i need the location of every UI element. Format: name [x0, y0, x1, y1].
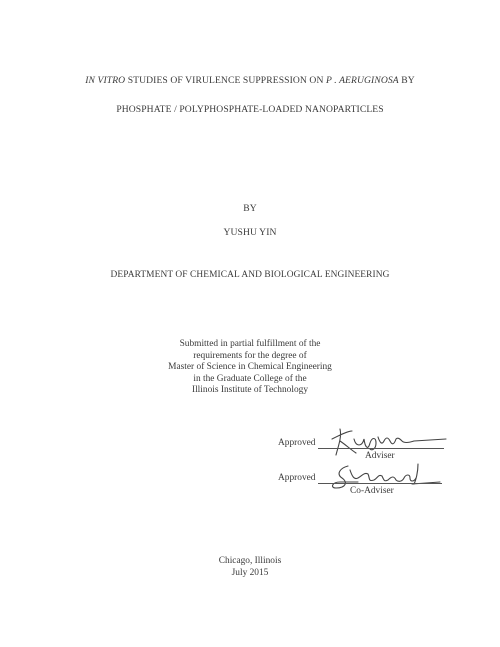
submission-line: Illinois Institute of Technology [191, 385, 309, 395]
co-adviser-signature-line [318, 483, 442, 484]
submission-date: July 2015 [231, 568, 269, 578]
co-adviser-role-label: Co-Adviser [350, 486, 394, 496]
submission-line: requirements for the degree of [193, 350, 307, 361]
adviser-signature-line [318, 448, 444, 449]
title-species: P . AERUGINOSA [325, 75, 399, 86]
submission-line: Submitted in partial fulfillment of the [179, 339, 321, 349]
department-name: DEPARTMENT OF CHEMICAL AND BIOLOGICAL ENGINEERING [110, 270, 390, 280]
submission-line: in the Graduate College of the [193, 373, 307, 384]
title-middle: STUDIES OF VIRULENCE SUPPRESSION ON [125, 75, 326, 86]
submission-line: Master of Science in Chemical Engineering [168, 362, 332, 372]
author-name: YUSHU YIN [223, 227, 277, 238]
submission-statement [0, 339, 500, 397]
approved-label: Approved [278, 473, 316, 483]
adviser-role-label: Adviser [365, 451, 395, 461]
place-and-date [0, 555, 500, 579]
thesis-title-line-1 [0, 75, 500, 86]
title-suffix: BY [398, 75, 415, 86]
location: Chicago, Illinois [218, 556, 282, 566]
thesis-title-line-2: PHOSPHATE / POLYPHOSPHATE-LOADED NANOPARTICLES [116, 104, 384, 115]
approved-label: Approved [278, 438, 316, 448]
title-italic-prefix: IN VITRO [85, 75, 126, 86]
by-label: BY [243, 203, 257, 214]
